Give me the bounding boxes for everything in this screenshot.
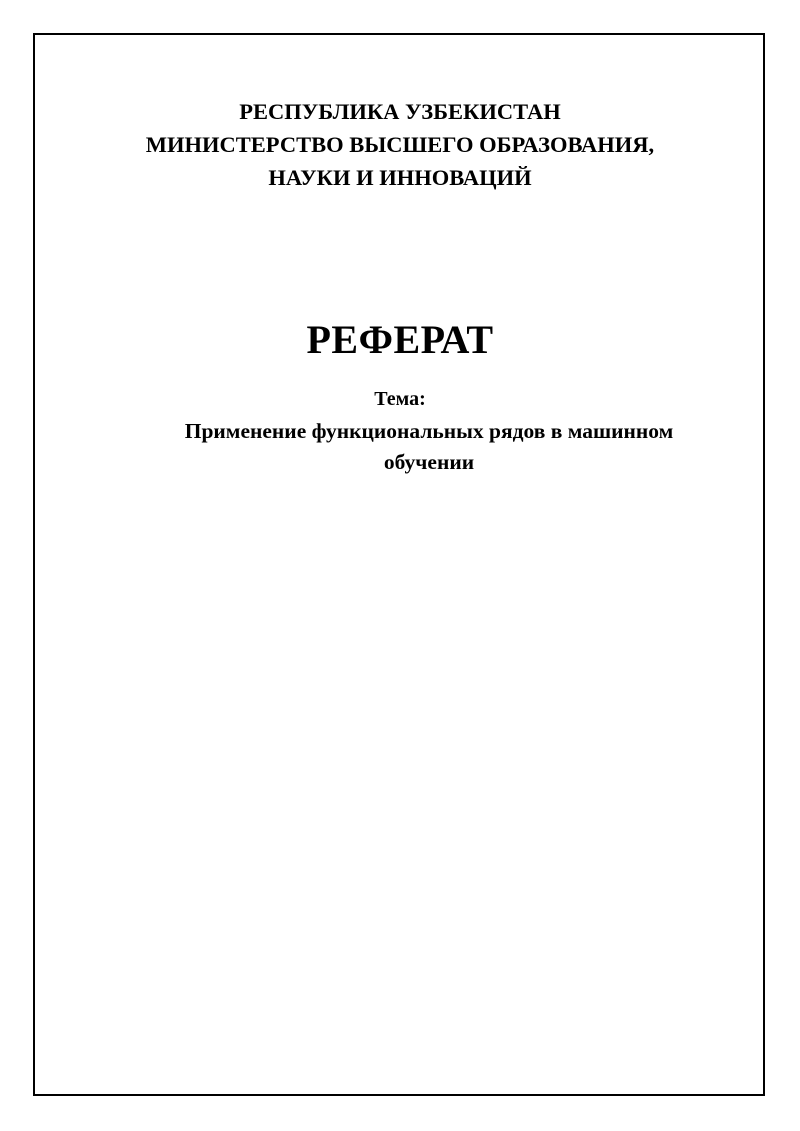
topic-title: Применение функциональных рядов в машинном обучении xyxy=(184,419,674,474)
header-ministry-continued: НАУКИ И ИННОВАЦИЙ xyxy=(268,165,532,190)
topic-label: Тема: xyxy=(374,388,426,410)
institution-header xyxy=(0,95,800,194)
header-country: РЕСПУБЛИКА УЗБЕКИСТАН xyxy=(239,99,561,124)
header-ministry: МИНИСТЕРСТВО ВЫСШЕГО ОБРАЗОВАНИЯ, xyxy=(145,132,655,157)
document-type-title: РЕФЕРАТ xyxy=(306,317,494,362)
